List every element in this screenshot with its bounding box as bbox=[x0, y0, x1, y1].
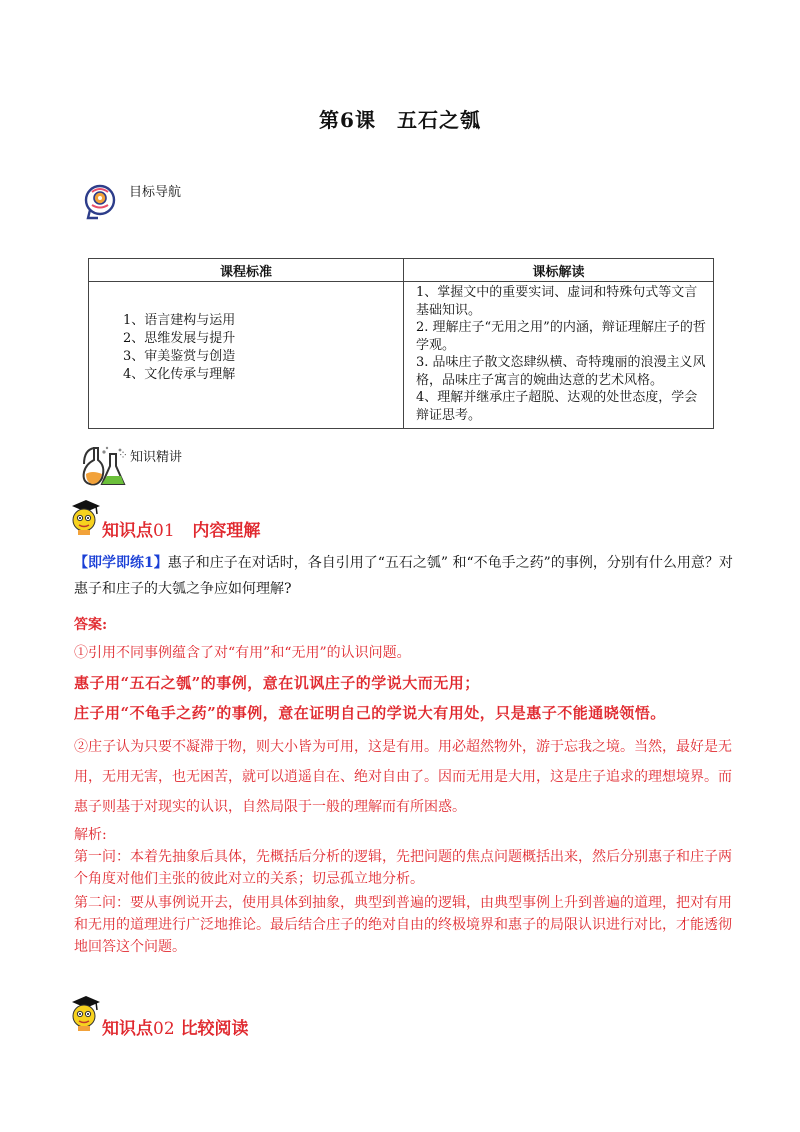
answer-line: 惠子用“五石之瓠”的事例，意在讥讽庄子的学说大而无用； bbox=[74, 674, 480, 692]
answer-line: 庄子用“不龟手之药”的事例，意在证明自己的学说大有用处，只是惠子不能通晓领悟。 bbox=[74, 704, 666, 722]
exercise-tag: 【即学即练1】 bbox=[74, 555, 168, 571]
knowledge-point-02-heading bbox=[102, 1014, 249, 1039]
kp-number: 02 bbox=[153, 1019, 175, 1039]
standard-item: 1、语言建构与运用 bbox=[123, 313, 236, 328]
answer-label: 答案: bbox=[74, 617, 108, 633]
table-header-interpretation: 课标解读 bbox=[404, 259, 714, 282]
kp-number: 01 bbox=[153, 521, 175, 541]
interpretation-item: 3. 品味庄子散文恣肆纵横、奇特瑰丽的浪漫主义风格，品味庄子寓言的婉曲达意的艺术风格。 bbox=[416, 355, 706, 388]
sparkle-icon: ⁘ bbox=[118, 448, 129, 462]
interpretation-item: 1、掌握文中的重要实词、虚词和特殊句式等文言基础知识。 bbox=[416, 285, 698, 318]
standards-cell bbox=[89, 282, 404, 429]
interpretation-item: 4、理解并继承庄子超脱、达观的处世态度，学会辩证思考。 bbox=[416, 390, 698, 423]
standard-item: 4、文化传承与理解 bbox=[123, 367, 236, 382]
kp-title: 比较阅读 bbox=[180, 1019, 249, 1039]
kp-prefix: 知识点 bbox=[102, 1019, 153, 1039]
section-label-goals: 目标导航 bbox=[129, 185, 182, 200]
standard-item: 2、思维发展与提升 bbox=[123, 331, 236, 346]
section-label-knowledge: 知识精讲 bbox=[130, 450, 183, 465]
knowledge-point-01-heading bbox=[102, 516, 260, 541]
interpretation-cell bbox=[404, 282, 714, 429]
graduate-mascot-icon bbox=[68, 994, 102, 1032]
analysis-label: 解析: bbox=[74, 827, 107, 843]
curriculum-table bbox=[88, 258, 714, 429]
brain-gear-icon bbox=[80, 178, 124, 222]
exercise-question bbox=[74, 550, 734, 602]
analysis-paragraph: 第一问：本着先抽象后具体，先概括后分析的逻辑，先把问题的焦点问题概括出来，然后分别惠子和庄子两个角度对他们主张的彼此对立的关系；切忌孤立地分析。 bbox=[74, 849, 732, 887]
table-header-standards: 课程标准 bbox=[89, 259, 404, 282]
page-title: 第6课 五石之瓠 bbox=[319, 108, 481, 132]
question-text: 惠子和庄子在对话时，各自引用了“五石之瓠” 和“不龟手之药”的事例，分别有什么用意？对惠子和庄子的大瓠之争应如何理解? bbox=[74, 555, 733, 597]
interpretation-item: 2. 理解庄子“无用之用”的内涵，辩证理解庄子的哲学观。 bbox=[416, 320, 706, 353]
analysis-paragraph: 第二问：要从事例说开去，使用具体到抽象，典型到普遍的逻辑，由典型事例上升到普遍的道理，把对有用和无用的道理进行广泛地推论。最后结合庄子的绝对自由的终极境界和惠子的局限认识进行对比，才能透彻地回答这个问题。 bbox=[74, 895, 732, 955]
standard-item: 3、审美鉴赏与创造 bbox=[123, 349, 236, 364]
answer-paragraph: ②庄子认为只要不凝滞于物，则大小皆为可用，这是有用。用必超然物外，游于忘我之境。当然，最好是无用，无用无害，也无困苦，就可以逍遥自在、绝对自由了。因而无用是大用，这是庄子追求的理想境界。而惠子则基于对现实的认识，自然局限于一般的理解而有所困惑。 bbox=[74, 739, 732, 815]
kp-prefix: 知识点 bbox=[102, 521, 153, 541]
graduate-mascot-icon bbox=[68, 498, 102, 536]
answer-line: ①引用不同事例蕴含了对“有用”和“无用”的认识问题。 bbox=[74, 645, 411, 661]
kp-title: 内容理解 bbox=[192, 521, 261, 541]
